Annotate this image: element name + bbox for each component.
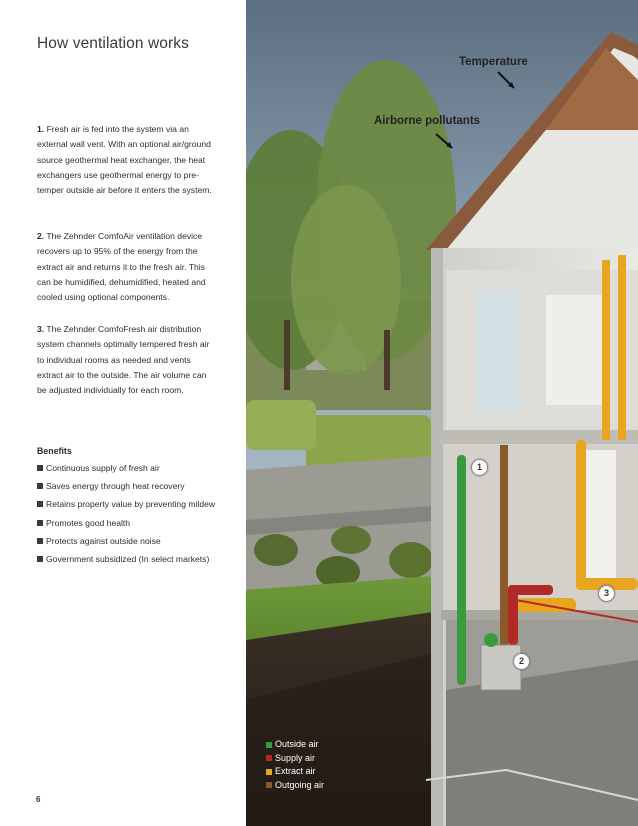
benefit-item: Protects against outside noise: [37, 535, 227, 548]
pollutants-callout: Airborne pollutants: [374, 115, 481, 127]
legend-item-supply-air: [266, 752, 324, 766]
legend-label: Outside air: [275, 739, 319, 749]
text-column: [0, 0, 246, 826]
step-3: [37, 322, 217, 398]
benefit-item: Government subsidized (In select markets): [37, 553, 227, 566]
benefit-item: Saves energy through heat recovery: [37, 480, 227, 493]
legend-label: Outgoing air: [275, 779, 325, 790]
legend-item-outside-air: [266, 738, 324, 752]
temperature-callout: Temperature: [459, 56, 528, 68]
supply-air-swatch: [266, 755, 272, 761]
marker-2: 2: [513, 653, 530, 670]
marker-3: 3: [598, 585, 615, 602]
step-2-number: 2.: [37, 231, 45, 241]
page-number: 6: [36, 795, 41, 804]
benefits-list: [37, 462, 227, 571]
outgoing-air-swatch: [266, 782, 272, 788]
step-1-number: 1.: [37, 124, 45, 134]
benefit-item: Continuous supply of fresh air: [37, 462, 227, 475]
legend-label: Supply air: [275, 752, 316, 763]
step-2-text: The Zehnder ComfoAir ventilation device recovers up to 95% of the energy from the extract air and returns it to the fresh air. This can be humidified, dehumidified, heated and cooled using optional components.: [37, 231, 206, 303]
step-1: [37, 122, 217, 198]
side-hedge: [246, 400, 316, 450]
benefits-heading: Benefits: [37, 446, 72, 456]
legend-item-outgoing-air: [266, 779, 324, 793]
step-2: [37, 229, 217, 305]
step-3-number: 3.: [37, 324, 45, 334]
legend-item-extract-air: [266, 765, 324, 779]
step-1-text: Fresh air is fed into the system via an external wall vent. With an optional air/ground source geothermal heat exchanger, the heat exchangers use geothermal energy to pre-temper outside air before it enters the system.: [37, 124, 212, 196]
duct-outside-air: [457, 455, 466, 685]
air-legend: [266, 738, 324, 792]
duct-outgoing-air: [500, 445, 508, 660]
page-title: How ventilation works: [37, 35, 189, 52]
step-3-text: The Zehnder ComfoFresh air distribution system channels optimally tempered fresh air to individual rooms as needed and vents extract air to the outside. The air volume can be adjusted individually for each room.: [37, 324, 210, 396]
outside-air-swatch: [266, 742, 272, 748]
benefit-item: Promotes good health: [37, 517, 227, 530]
benefit-item: Retains property value by preventing mildew: [37, 498, 227, 511]
marker-1: 1: [471, 459, 488, 476]
legend-label: Extract air: [275, 766, 316, 776]
extract-air-swatch: [266, 769, 272, 775]
